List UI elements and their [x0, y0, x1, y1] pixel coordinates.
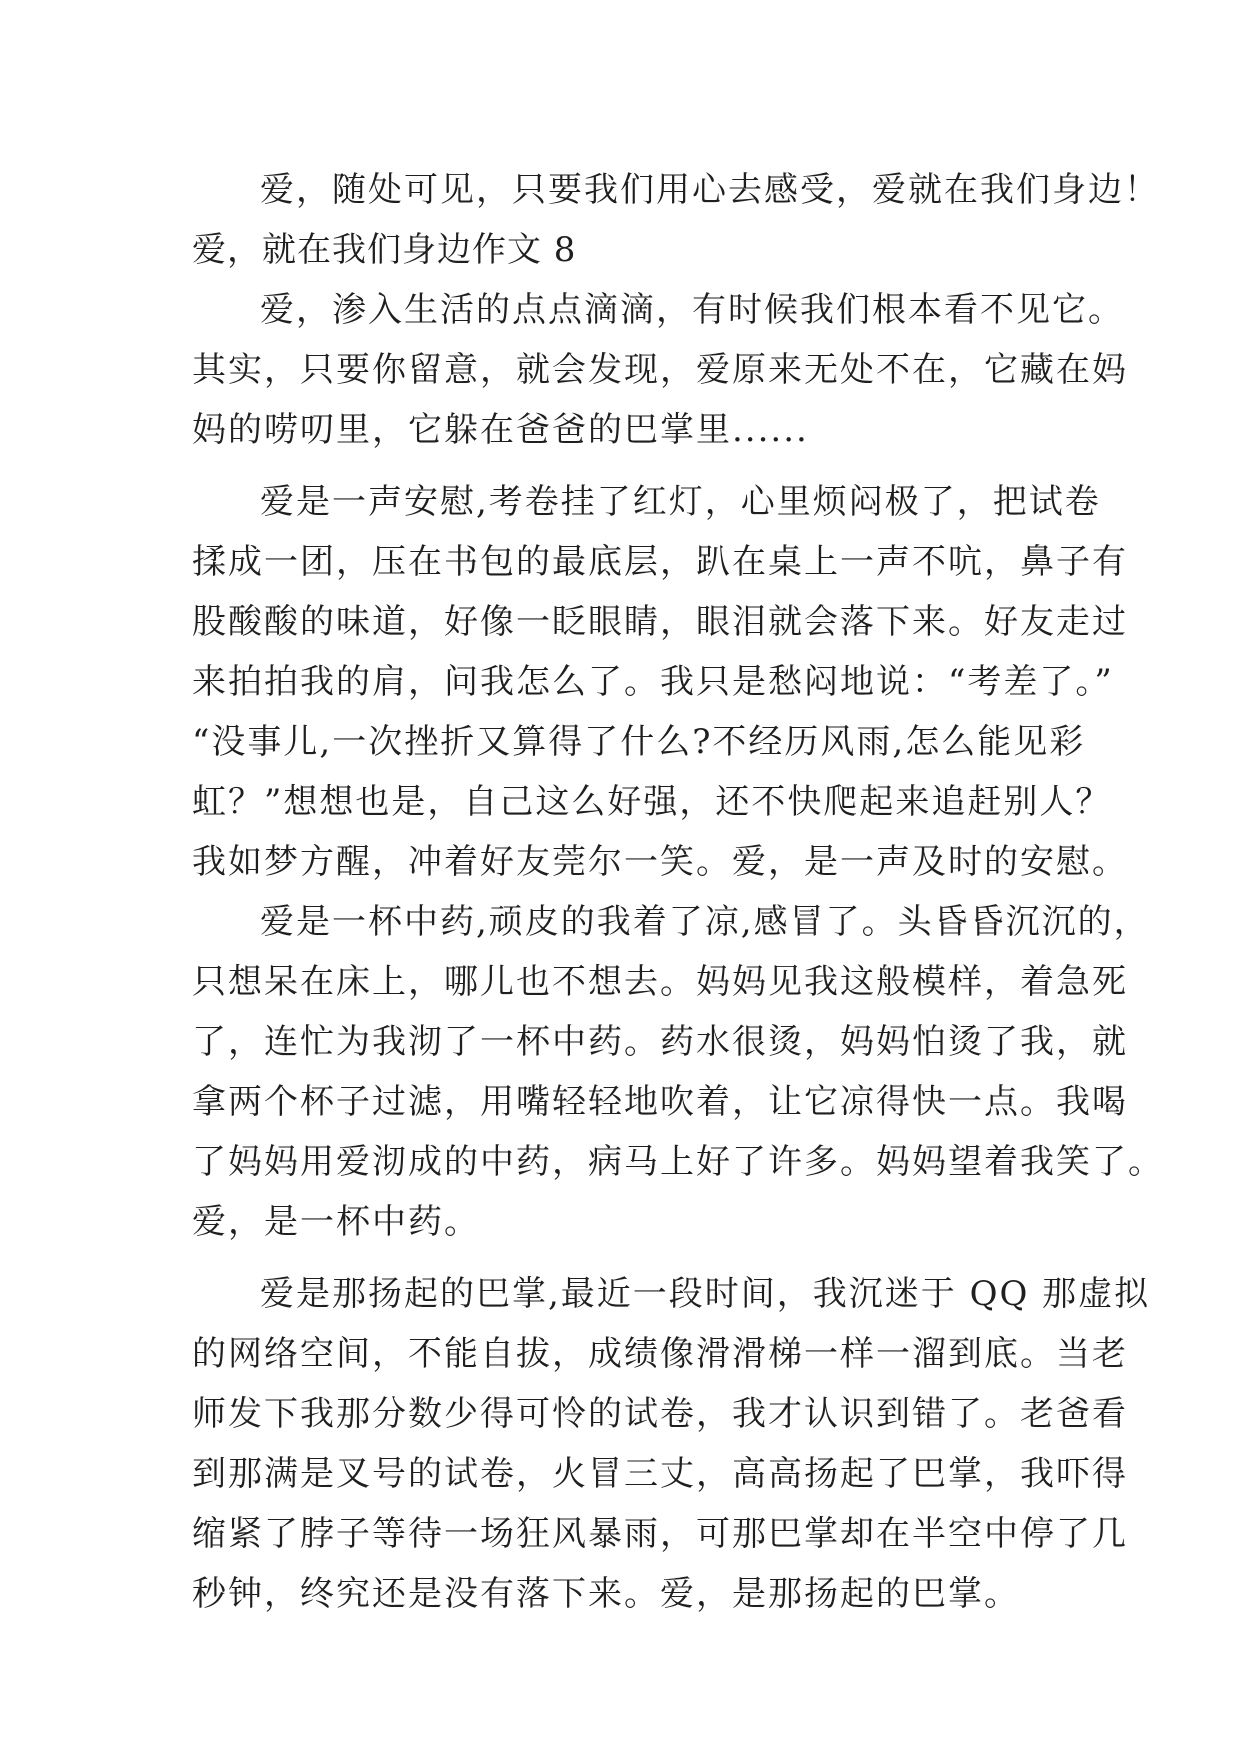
- text-line: 秒钟，终究还是没有落下来。爱，是那扬起的巴掌。: [192, 1574, 1020, 1614]
- text-line: 爱是一杯中药,顽皮的我着了凉,感冒了。头昏昏沉沉的，: [260, 902, 1150, 942]
- text-line: 了，连忙为我沏了一杯中药。药水很烫，妈妈怕烫了我，就: [192, 1022, 1128, 1062]
- essay-title: [192, 220, 1062, 280]
- paragraph-palm: [192, 1264, 1151, 1624]
- text-line: 拿两个杯子过滤，用嘴轻轻地吹着，让它凉得快一点。我喝: [192, 1082, 1128, 1122]
- text-line: 爱是一声安慰,考卷挂了红灯，心里烦闷极了，把试卷: [260, 482, 1101, 522]
- text-line: 我如梦方醒，冲着好友莞尔一笑。爱，是一声及时的安慰。: [192, 842, 1128, 882]
- text-line: “没事儿,一次挫折又算得了什么?不经历风雨,怎么能见彩: [192, 722, 1086, 762]
- text-line: 的网络空间，不能自拔，成绩像滑滑梯一样一溜到底。当老: [192, 1334, 1128, 1374]
- text-line: 只想呆在床上，哪儿也不想去。妈妈见我这般模样，着急死: [192, 962, 1128, 1002]
- text-line: 到那满是叉号的试卷，火冒三丈，高高扬起了巴掌，我吓得: [192, 1454, 1128, 1494]
- essay-title-text: 爱，就在我们身边作文 8: [192, 230, 577, 270]
- text-line: 虹？”想想也是，自己这么好强，还不快爬起来追赶别人？: [192, 782, 1112, 822]
- text-line: 股酸酸的味道，好像一眨眼睛，眼泪就会落下来。好友走过: [192, 602, 1128, 642]
- text-line: 爱，渗入生活的点点滴滴，有时候我们根本看不见它。: [260, 290, 1124, 330]
- text-line: 师发下我那分数少得可怜的试卷，我才认识到错了。老爸看: [192, 1394, 1128, 1434]
- text-line: 妈的唠叨里，它躲在爸爸的巴掌里......: [192, 410, 809, 450]
- text-line: 爱是那扬起的巴掌,最近一段时间，我沉迷于 QQ 那虚拟: [260, 1274, 1151, 1314]
- text-line: 其实，只要你留意，就会发现，爱原来无处不在，它藏在妈: [192, 350, 1128, 390]
- text-line: 爱，是一杯中药。: [192, 1202, 480, 1242]
- paragraph-medicine: [192, 892, 1164, 1252]
- document-body: [192, 160, 1164, 1624]
- text-line: 爱，随处可见，只要我们用心去感受，爱就在我们身边！: [260, 170, 1160, 210]
- paragraph-comfort: [192, 472, 1128, 892]
- text-line: 来拍拍我的肩，问我怎么了。我只是愁闷地说：“考差了。”: [192, 662, 1114, 702]
- text-line: 了妈妈用爱沏成的中药，病马上好了许多。妈妈望着我笑了。: [192, 1142, 1164, 1182]
- paragraph-intro-closing: [192, 160, 1160, 220]
- text-line: 缩紧了脖子等待一场狂风暴雨，可那巴掌却在半空中停了几: [192, 1514, 1128, 1554]
- paragraph-opening: [192, 280, 1128, 460]
- text-line: 揉成一团，压在书包的最底层，趴在桌上一声不吭，鼻子有: [192, 542, 1128, 582]
